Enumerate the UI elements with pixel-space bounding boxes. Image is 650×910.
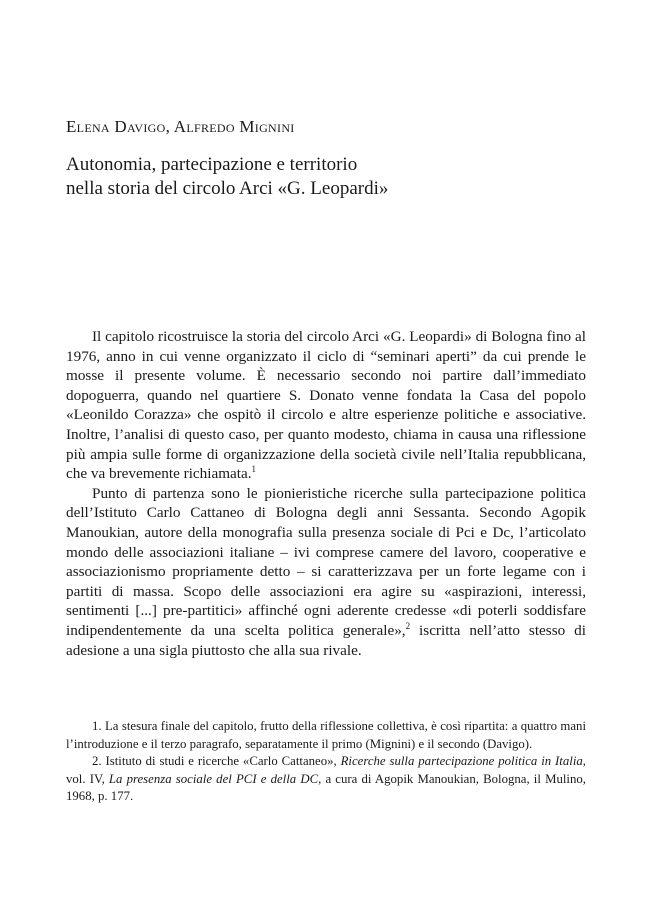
chapter-title-line-2: nella storia del circolo Arci «G. Leopardi» <box>66 178 389 199</box>
paragraph-1 <box>66 327 586 484</box>
chapter-authors: Elena Davigo, Alfredo Mignini <box>66 117 295 136</box>
chapter-title <box>66 153 526 201</box>
footnote-ref-1: 1 <box>251 464 257 475</box>
chapter-title-line-1: Autonomia, partecipazione e territorio <box>66 154 358 175</box>
footnotes <box>66 718 586 806</box>
footnote-2-title-1: Ricerche sulla partecipazione politica in Italia <box>340 754 583 768</box>
paragraph-2 <box>66 484 586 660</box>
footnote-ref-2: 2 <box>405 620 411 631</box>
footnote-2-part-e: , a cura di Agopik Manoukian, Bologna, il Mulino, 1968, p. 177. <box>66 771 586 803</box>
paragraph-1-text: Il capitolo ricostruisce la storia del circolo Arci «G. Leopardi» di Bologna fino al 1976, anno in cui venne organizzato il ciclo di “seminari aperti” da cui prende le mosse il presente volume. È necessario secondo noi partire dall’immediato dopoguerra, quando nel quartiere S. Donato venne fondata la Casa del popolo «Leonildo Corazza» che ospitò il circolo e altre esperienze politiche e associative. Inoltre, l’analisi di questo caso, per quanto modesto, chiama in causa una riflessione più ampia sulle forme di organizzazione della società civile nell’Italia repubblicana, che va brevemente richiamata. <box>66 328 586 483</box>
footnote-1: 1. La stesura finale del capitolo, frutto della riflessione collettiva, è così ripartita: a quattro mani l’introduzione e il terzo paragrafo, separatamente il primo (Mignini) e il secondo (Davigo). <box>66 719 586 751</box>
footnote-2-title-2: La presenza sociale del PCI e della DC <box>108 771 319 786</box>
footnote-2-part-c: , vol. IV, <box>66 754 586 786</box>
footnote-2-part-a: 2. Istituto di studi e ricerche «Carlo Cattaneo», <box>92 754 341 768</box>
footnote-2 <box>66 753 586 806</box>
body-text <box>66 327 586 660</box>
paragraph-2-text-a: Punto di partenza sono le pionieristiche ricerche sulla partecipazione politica dell’Istituto Carlo Cattaneo di Bologna degli anni Sessanta. Secondo Agopik Manoukian, autore della monografia sulla presenza sociale di Pci e Dc, l’articolato mondo delle associazioni italiane – ivi comprese camere del lavoro, cooperative e associazionismo propriamente detto – si caratterizzava per un forte legame con i partiti di massa. Scopo delle associazioni era agire su «aspirazioni, interessi, sentimenti [...] pre-partitici» affinché ogni aderente credesse «di poterli soddisfare indipendentemente da una scelta politica generale», <box>66 484 586 639</box>
paragraph-2-text-b: iscritta nell’atto stesso di adesione a una sigla piuttosto che alla sua rivale. <box>66 621 586 659</box>
